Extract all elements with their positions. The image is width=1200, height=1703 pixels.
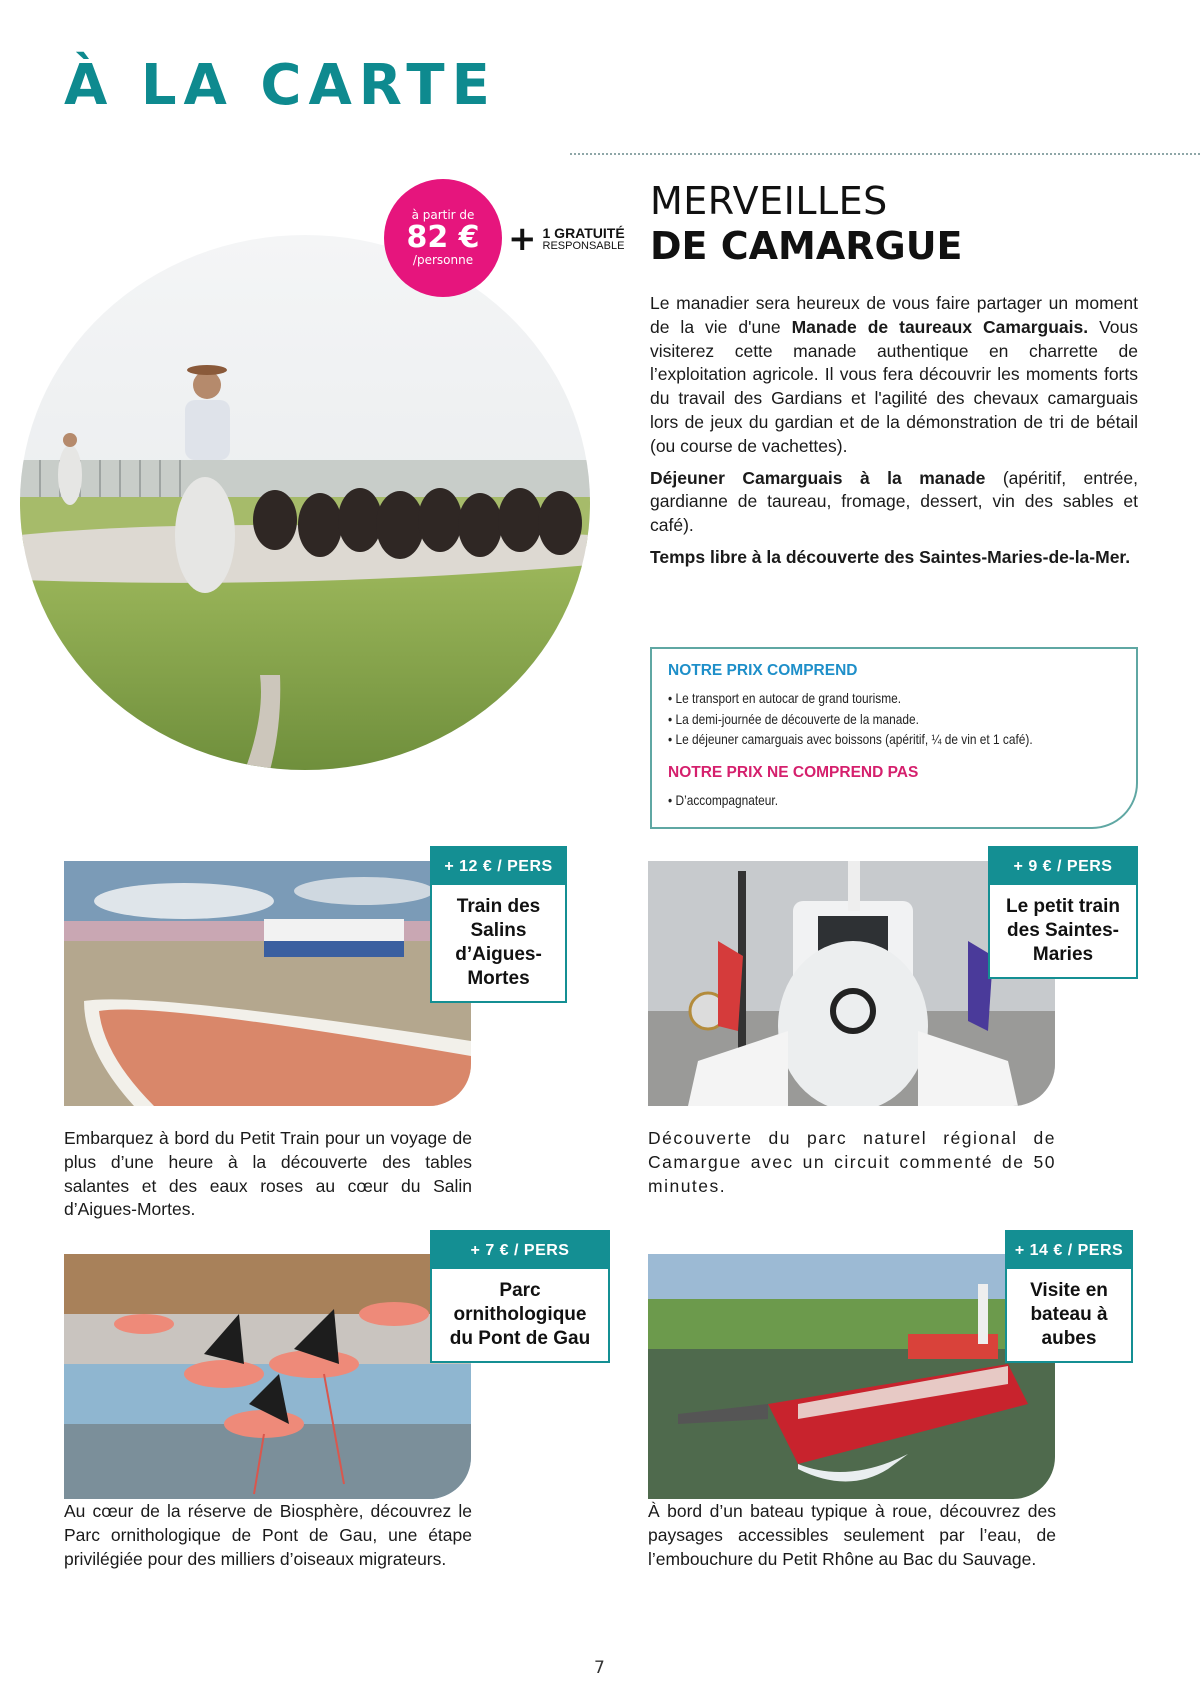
activity-name: Le petit train des Saintes-Maries — [1005, 896, 1120, 965]
hero-photo-camargue-bulls — [20, 235, 590, 770]
description-paragraph-3: Temps libre à la découverte des Saintes-Maries-de-la-Mer. — [650, 546, 1131, 567]
photo-salt-marsh-train — [64, 861, 471, 1106]
includes-item: • La demi-journée de découverte de la manade. — [668, 709, 1052, 730]
dotted-divider — [570, 153, 1200, 155]
activity-label — [1005, 1230, 1133, 1363]
activity-label — [988, 846, 1138, 979]
activity-name: Visite en bateau à aubes — [1030, 1280, 1108, 1349]
activity-price: + 9 € / PERS — [990, 848, 1136, 885]
includes-heading: NOTRE PRIX COMPREND — [668, 662, 858, 679]
price-badge — [384, 179, 502, 297]
page-number: 7 — [594, 1658, 605, 1678]
description-paragraph-1: Le manadier sera heureux de vous faire partager un moment de la vie d'une Manade de taureaux Camarguais. Vous visiterez cette manade authentique en charrette de l’exploitation agricole. Il vous fera découvrir les moments forts du travail des Gardians et l'agilité des chevaux camarguais lors de jeux du gardian et de la démonstration de tri de bétail (ou course de vachettes). — [650, 293, 1138, 456]
offer-title-line1: MERVEILLES — [650, 179, 888, 223]
description-paragraph-2: Déjeuner Camarguais à la manade (apéritif, entrée, gardianne de taureau, fromage, dessert, vin des sables et café). — [650, 467, 1139, 536]
activity-description: À bord d’un bateau typique à roue, découvrez des paysages accessibles seulement par l’eau, de l’embouchure du Petit Rhône au Bac du Sauvage. — [648, 1501, 1056, 1569]
offer-title — [650, 180, 963, 269]
photo-paddle-boat — [648, 1254, 1055, 1499]
activity-description: Au cœur de la réserve de Biosphère, découvrez le Parc ornithologique de Pont de Gau, une étape privilégiée pour des milliers d’oiseaux migrateurs. — [64, 1501, 472, 1569]
price-suffix: /personne — [412, 252, 474, 267]
activity-description: Découverte du parc naturel régional de Camargue avec un circuit commenté de 50 minutes. — [648, 1128, 1056, 1196]
price-amount: 82 € — [406, 220, 480, 256]
activity-price: + 14 € / PERS — [1007, 1232, 1131, 1269]
activity-price: + 7 € / PERS — [432, 1232, 608, 1269]
excludes-list — [668, 790, 1120, 811]
free-place-note — [508, 219, 625, 259]
offer-description — [650, 292, 1138, 578]
gratuite-line1: 1 GRATUITÉ — [542, 224, 625, 241]
activity-description: Embarquez à bord du Petit Train pour un voyage de plus d’une heure à la découverte des tables salantes et des eaux roses au cœur du Salin d’Aigues-Mortes. — [64, 1128, 472, 1220]
activity-label — [430, 846, 567, 1003]
page-title: À LA CARTE — [64, 53, 497, 118]
price-prefix: à partir de — [411, 208, 475, 223]
activity-price: + 12 € / PERS — [432, 848, 565, 885]
offer-title-line2: DE CAMARGUE — [650, 223, 963, 268]
activity-name: Train des Salins d’Aigues-Mortes — [455, 896, 542, 989]
includes-item: • Le transport en autocar de grand tourisme. — [668, 688, 1052, 709]
activity-name: Parc ornithologique du Pont de Gau — [449, 1280, 591, 1349]
plus-icon: + — [508, 219, 537, 259]
includes-item: • Le déjeuner camarguais avec boissons (apéritif, ¼ de vin et 1 café). — [668, 729, 1052, 750]
excludes-item: • D’accompagnateur. — [668, 790, 1052, 811]
photo-flamingos — [64, 1254, 471, 1499]
excludes-heading: NOTRE PRIX NE COMPREND PAS — [668, 763, 919, 781]
price-info-box — [650, 647, 1138, 829]
includes-list — [668, 688, 1120, 750]
activity-label — [430, 1230, 610, 1363]
gratuite-line2: RESPONSABLE — [542, 239, 625, 252]
